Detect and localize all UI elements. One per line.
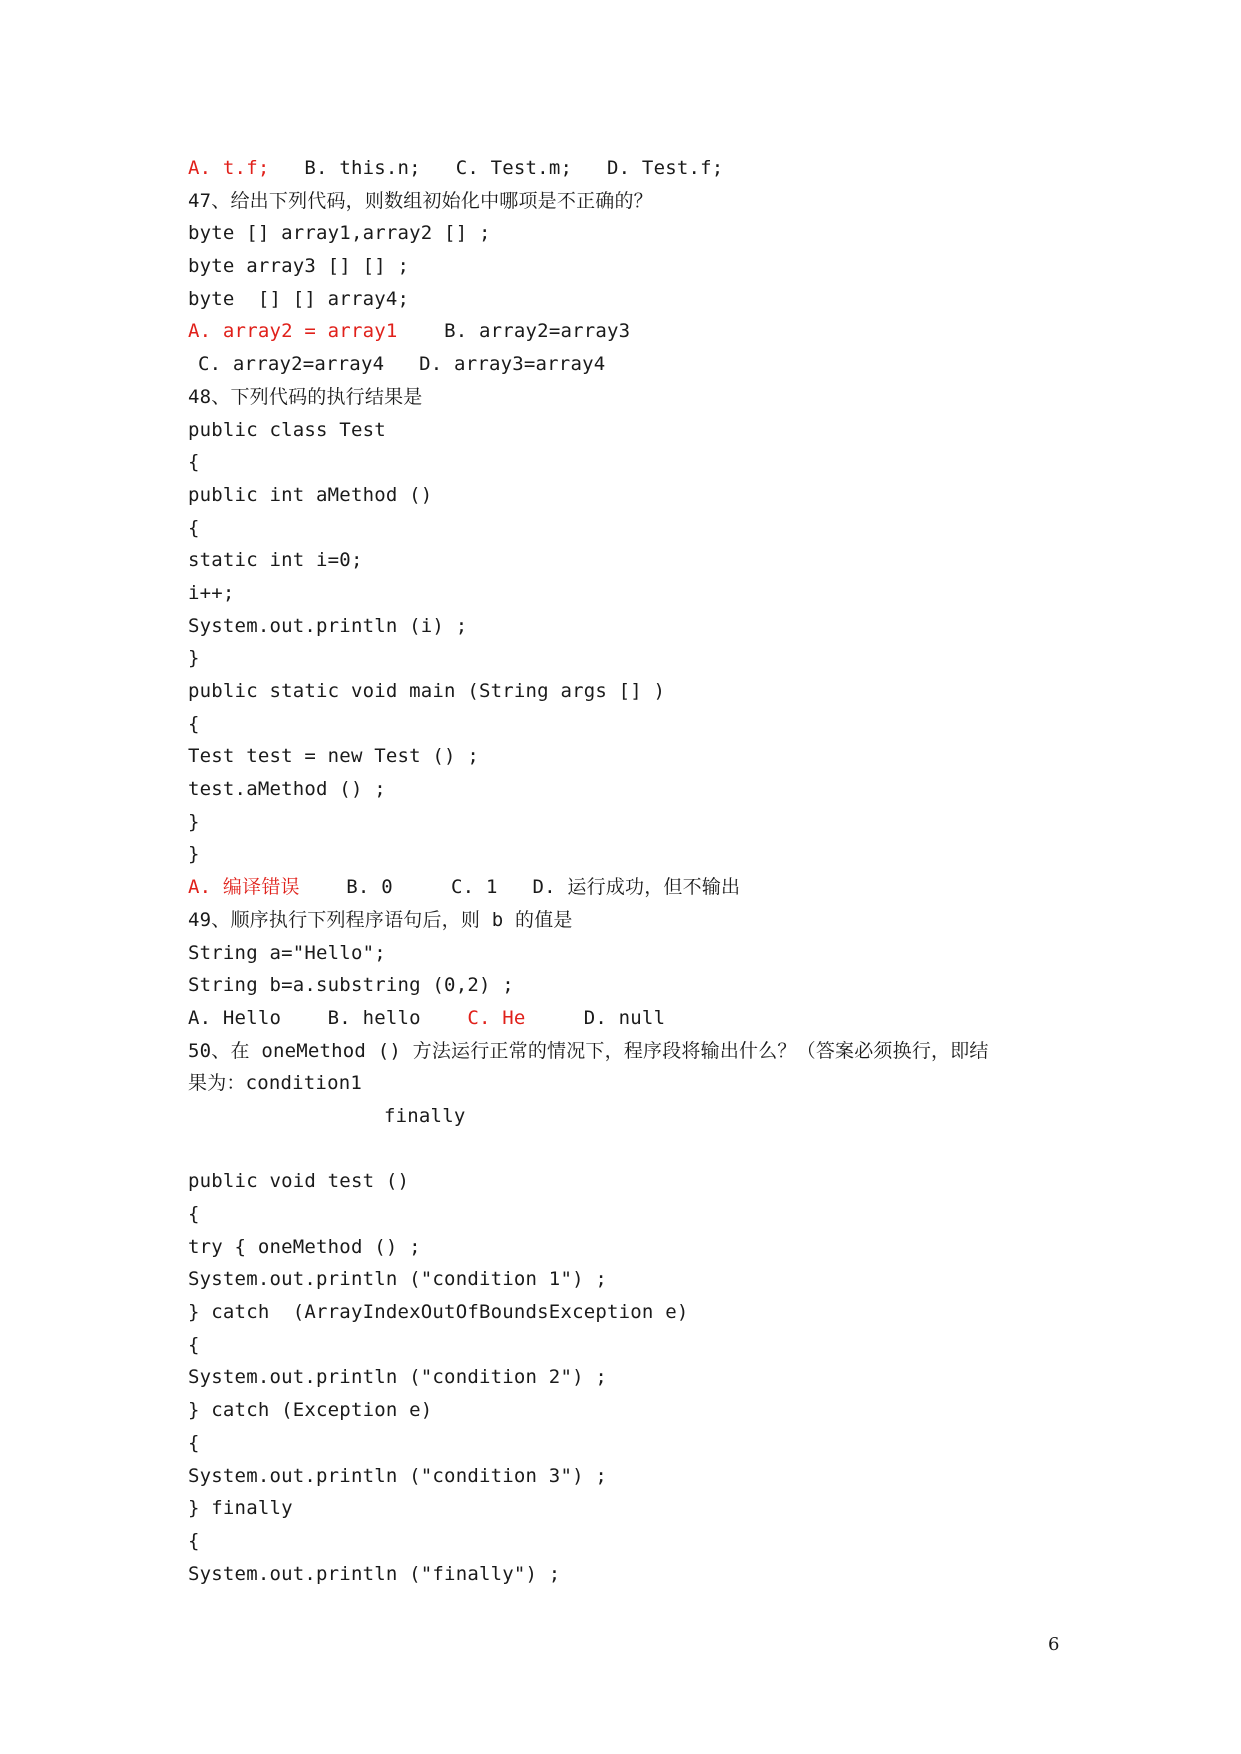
q49-option-d: D. null xyxy=(525,1006,666,1029)
document-body xyxy=(188,152,1088,1590)
code-line: public static void main (String args [] ) xyxy=(188,680,666,702)
code-line: } catch (ArrayIndexOutOfBoundsException e) xyxy=(188,1301,689,1324)
code-line: } catch (Exception e) xyxy=(188,1399,433,1422)
q49-options xyxy=(188,1002,1088,1035)
code-line: byte [] [] array4; xyxy=(188,287,410,310)
code-line: } xyxy=(188,810,200,833)
q47-title: 47、给出下列代码，则数组初始化中哪项是不正确的？ xyxy=(188,189,653,212)
q50-title: 50、在 oneMethod () 方法运行正常的情况下，程序段将输出什么？（答案必须换行，即结 xyxy=(188,1039,989,1062)
code-line: System.out.println ("condition 1") ; xyxy=(188,1268,608,1291)
q47-options-ab xyxy=(188,315,1088,348)
q47-options-cd: C. array2=array4 D. array3=array4 xyxy=(198,353,606,376)
q49-title: 49、顺序执行下列程序语句后，则 b 的值是 xyxy=(188,908,573,931)
code-line: System.out.println (i) ; xyxy=(188,614,468,637)
q49-answer-c: C. He xyxy=(467,1006,526,1029)
q49-options-ab: A. Hello B. hello xyxy=(188,1006,468,1029)
code-line: } xyxy=(188,843,200,866)
code-line: System.out.println ("finally") ; xyxy=(188,1562,561,1585)
code-line: try { oneMethod () ; xyxy=(188,1235,421,1258)
q48-options-rest: B. 0 C. 1 D. 运行成功，但不输出 xyxy=(299,876,741,899)
q48-title: 48、下列代码的执行结果是 xyxy=(188,385,423,408)
code-line: test.aMethod () ; xyxy=(188,778,386,801)
code-line: i++; xyxy=(188,581,235,604)
code-line: } finally xyxy=(188,1497,293,1520)
code-line: { xyxy=(188,451,200,474)
code-line: { xyxy=(188,1529,200,1552)
code-line: public int aMethod () xyxy=(188,483,433,506)
code-line: { xyxy=(188,712,200,735)
page-number: 6 xyxy=(1048,1634,1060,1655)
code-line: public class Test xyxy=(188,418,386,441)
code-line: { xyxy=(188,1431,200,1454)
q48-options xyxy=(188,871,1088,904)
code-line: } xyxy=(188,647,200,670)
q47-option-b: B. array2=array3 xyxy=(397,320,631,343)
code-line: { xyxy=(188,516,200,539)
q48-answer-a: A. 编译错误 xyxy=(188,876,300,899)
code-line: System.out.println ("condition 3") ; xyxy=(188,1464,608,1487)
code-line: public void test () xyxy=(188,1170,410,1193)
code-line: byte array3 [] [] ; xyxy=(188,255,410,278)
code-line: byte [] array1,array2 [] ; xyxy=(188,222,491,245)
code-line: String a="Hello"; xyxy=(188,941,386,964)
code-line: static int i=0; xyxy=(188,549,363,572)
q46-answer-a: A. t.f; xyxy=(188,157,270,179)
code-line: Test test = new Test () ; xyxy=(188,745,479,768)
q50-answer-cont: finally xyxy=(384,1104,466,1127)
code-line: String b=a.substring (0,2) ; xyxy=(188,974,514,997)
q47-answer-a: A. array2 = array1 xyxy=(188,320,398,343)
q46-options-rest: B. this.n; C. Test.m; D. Test.f; xyxy=(269,157,724,179)
blank-line xyxy=(188,1133,1088,1166)
code-line: System.out.println ("condition 2") ; xyxy=(188,1366,608,1389)
q50-title-cont: 果为：condition1 xyxy=(188,1072,362,1095)
code-line: { xyxy=(188,1333,200,1356)
code-line: { xyxy=(188,1203,200,1225)
q46-options xyxy=(188,152,1088,185)
